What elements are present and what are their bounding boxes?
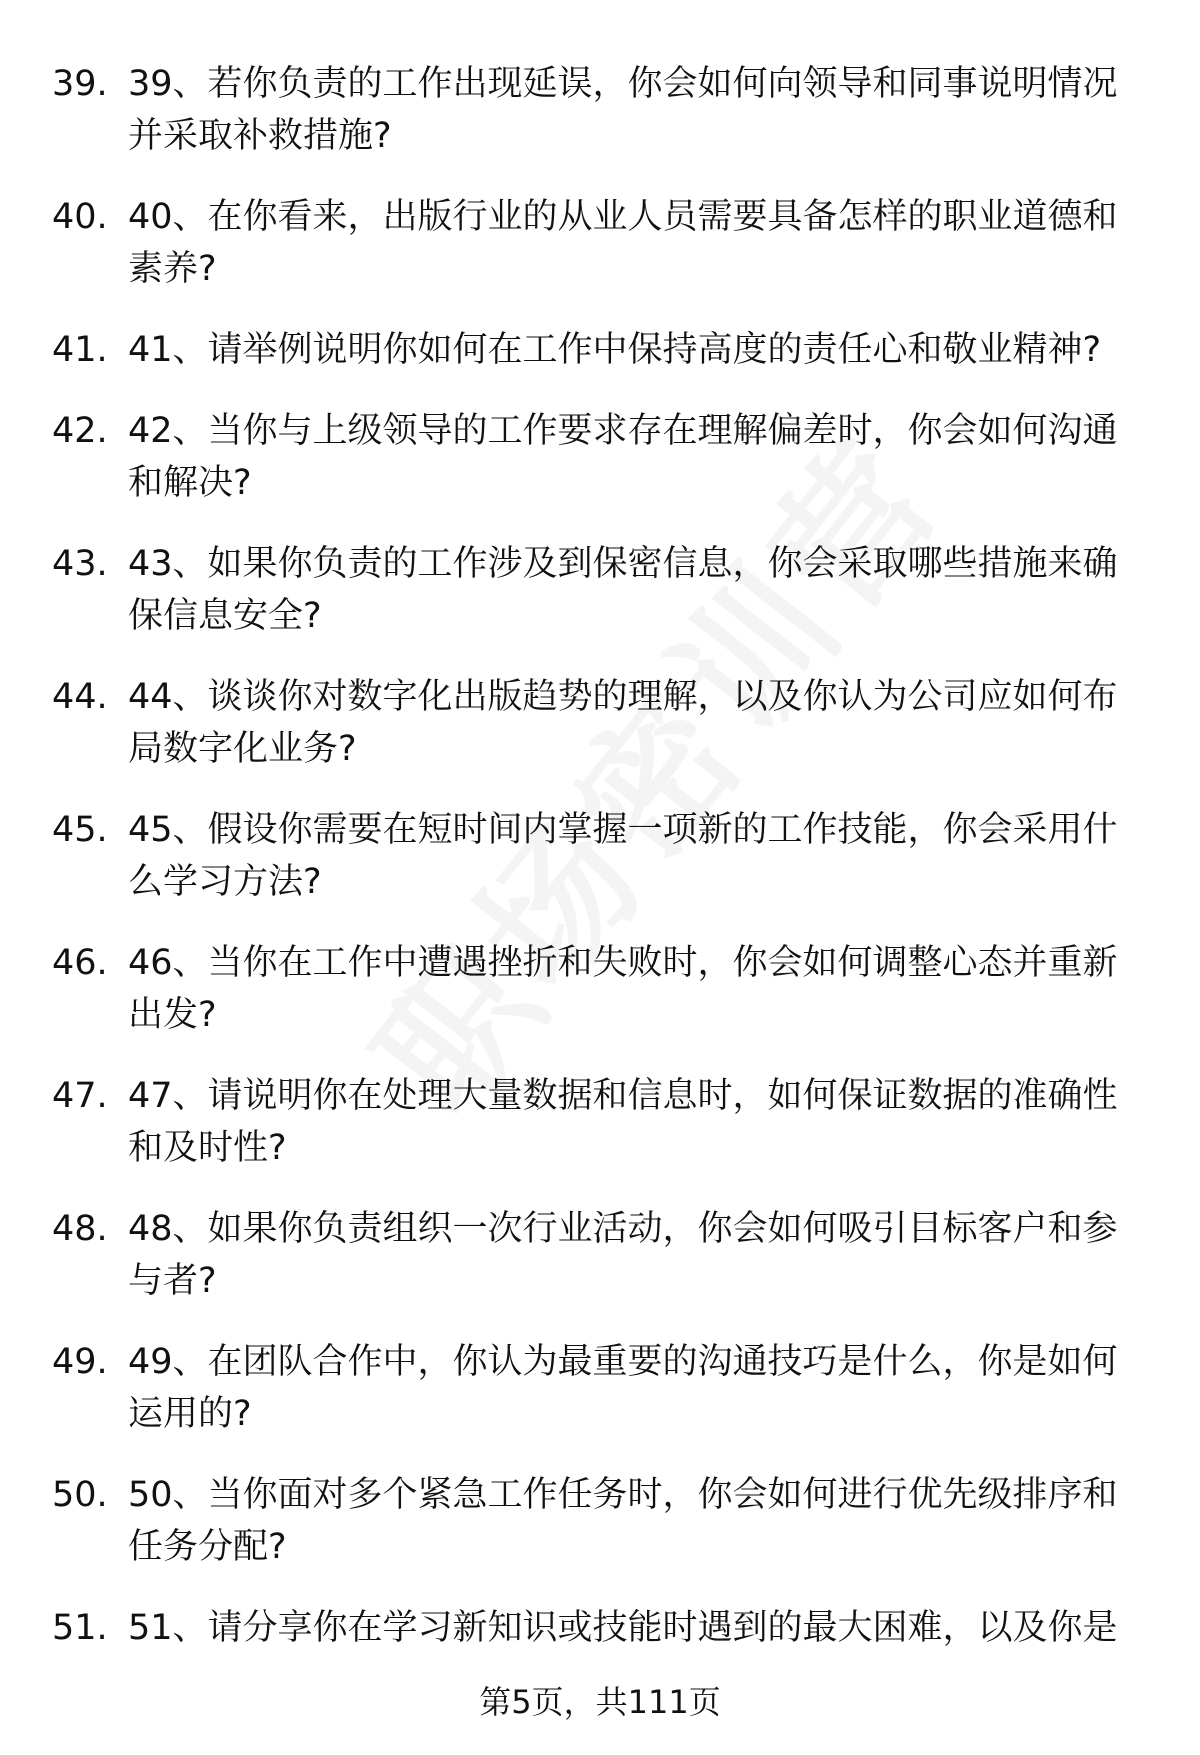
item-number: 48. — [52, 1209, 108, 1249]
list-item — [52, 671, 1152, 775]
item-text: 44、谈谈你对数字化出版趋势的理解，以及你认为公司应如何布局数字化业务? — [128, 677, 1118, 769]
item-number: 45. — [52, 810, 108, 850]
item-text: 46、当你在工作中遭遇挫折和失败时，你会如何调整心态并重新出发? — [128, 943, 1118, 1035]
list-item — [52, 58, 1152, 162]
item-number: 41. — [52, 330, 108, 370]
item-number: 42. — [52, 411, 108, 451]
list-item — [52, 191, 1152, 295]
item-text: 48、如果你负责组织一次行业活动，你会如何吸引目标客户和参与者? — [128, 1209, 1118, 1301]
item-text: 39、若你负责的工作出现延误，你会如何向领导和同事说明情况并采取补救措施? — [128, 64, 1118, 156]
item-text: 43、如果你负责的工作涉及到保密信息，你会采取哪些措施来确保信息安全? — [128, 544, 1118, 636]
list-item — [52, 405, 1152, 509]
item-number: 51. — [52, 1608, 108, 1648]
list-item — [52, 1469, 1152, 1573]
item-text: 45、假设你需要在短时间内掌握一项新的工作技能，你会采用什么学习方法? — [128, 810, 1118, 902]
item-number: 40. — [52, 197, 108, 237]
item-number: 43. — [52, 544, 108, 584]
list-item — [52, 1336, 1152, 1440]
question-list — [52, 58, 1152, 1683]
item-text: 51、请分享你在学习新知识或技能时遇到的最大困难，以及你是 — [128, 1608, 1118, 1648]
list-item — [52, 1203, 1152, 1307]
item-number: 44. — [52, 677, 108, 717]
list-item — [52, 538, 1152, 642]
item-text: 47、请说明你在处理大量数据和信息时，如何保证数据的准确性和及时性? — [128, 1076, 1118, 1168]
item-number: 50. — [52, 1475, 108, 1515]
item-text: 49、在团队合作中，你认为最重要的沟通技巧是什么，你是如何运用的? — [128, 1342, 1118, 1434]
item-number: 46. — [52, 943, 108, 983]
list-item — [52, 324, 1152, 376]
item-text: 41、请举例说明你如何在工作中保持高度的责任心和敬业精神? — [128, 330, 1102, 370]
item-number: 47. — [52, 1076, 108, 1116]
list-item — [52, 804, 1152, 908]
list-item — [52, 1602, 1152, 1654]
list-item — [52, 937, 1152, 1041]
list-item — [52, 1070, 1152, 1174]
item-text: 40、在你看来，出版行业的从业人员需要具备怎样的职业道德和素养? — [128, 197, 1118, 289]
page-footer: 第5页，共111页 — [479, 1683, 721, 1721]
item-number: 39. — [52, 64, 108, 104]
item-text: 42、当你与上级领导的工作要求存在理解偏差时，你会如何沟通和解决? — [128, 411, 1118, 503]
item-text: 50、当你面对多个紧急工作任务时，你会如何进行优先级排序和任务分配? — [128, 1475, 1118, 1567]
item-number: 49. — [52, 1342, 108, 1382]
